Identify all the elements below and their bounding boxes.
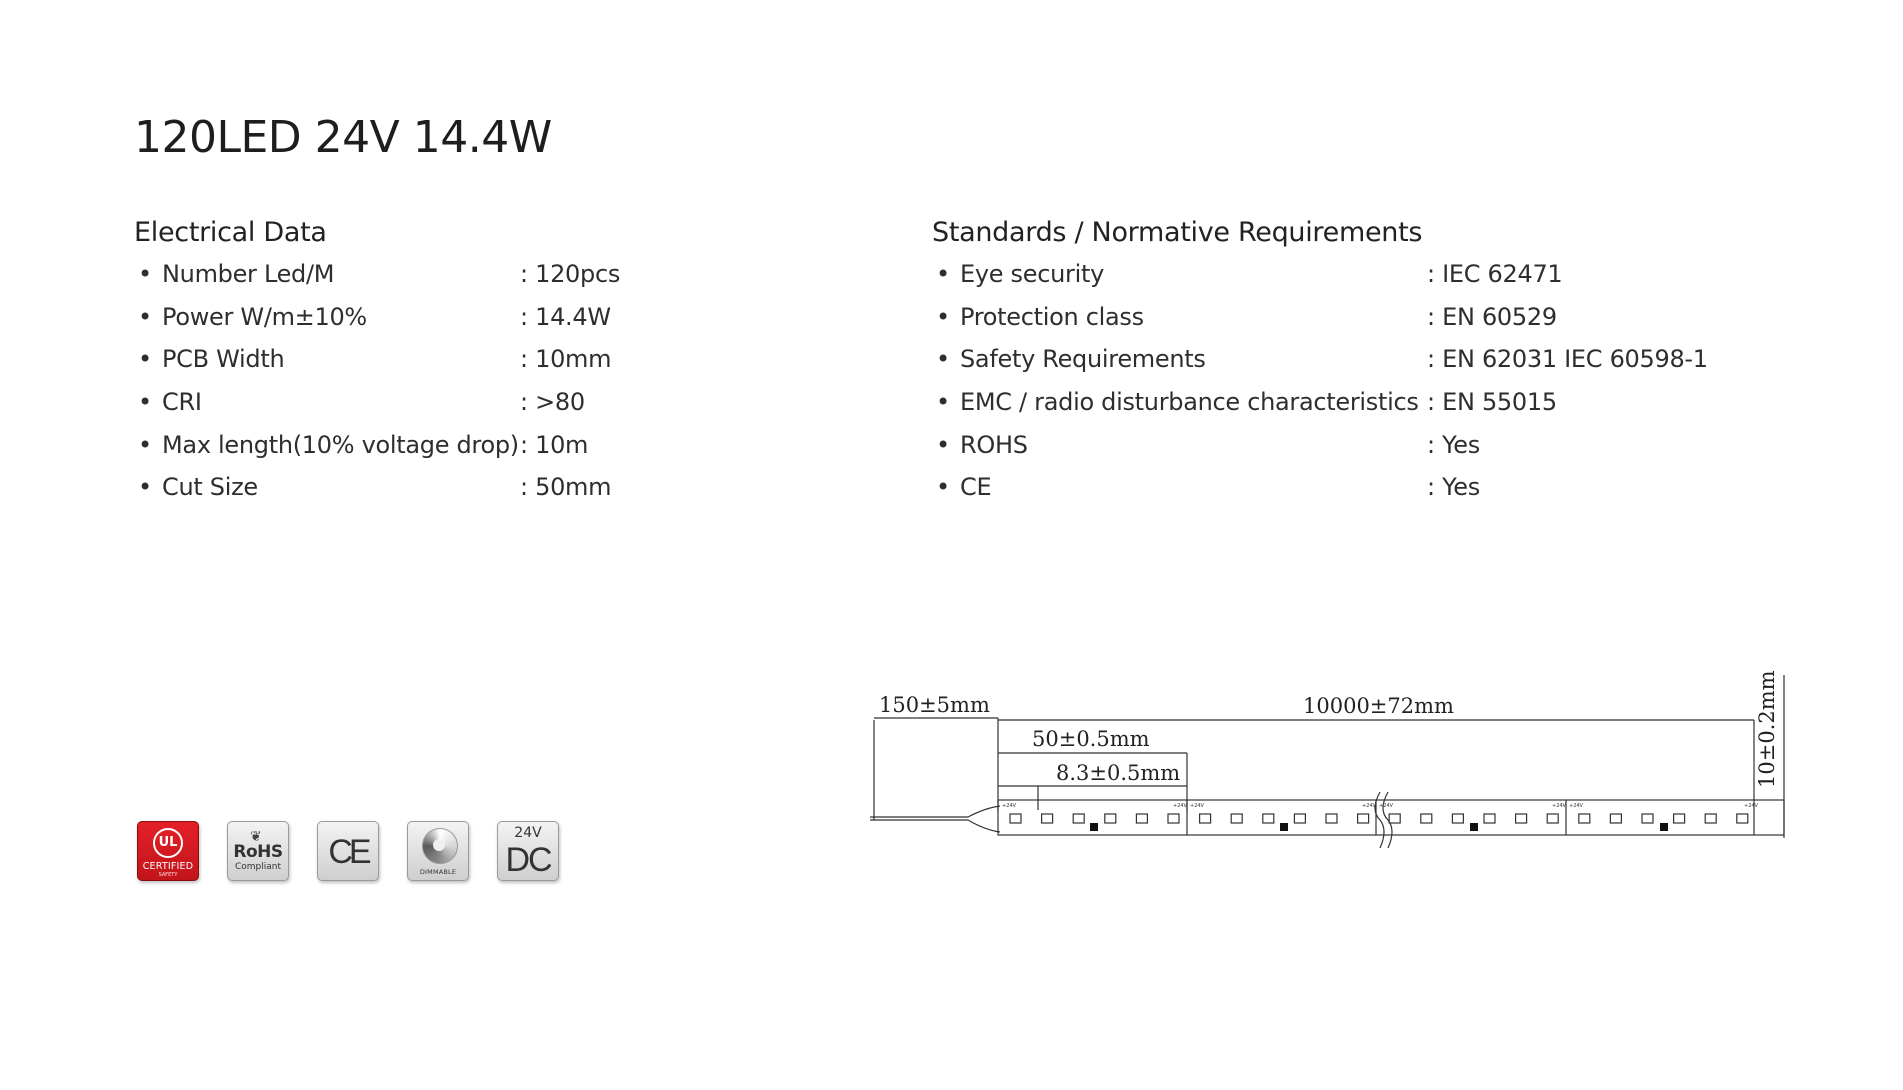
- led-chip: [1073, 814, 1084, 823]
- list-item: [932, 423, 1752, 466]
- standard-value: : Yes: [1427, 473, 1480, 502]
- standards-section: [932, 213, 1752, 509]
- list-item: [134, 253, 754, 296]
- led-strip-dimension-drawing: [860, 660, 1800, 860]
- led-chip: [1452, 814, 1463, 823]
- spec-value: : 10m: [520, 430, 589, 459]
- bullet: •: [936, 345, 950, 374]
- dc-voltage-text: 24V: [514, 825, 542, 841]
- standard-label: Safety Requirements: [960, 345, 1206, 374]
- led-chip: [1263, 814, 1274, 823]
- list-item: [932, 381, 1752, 424]
- led-chip: [1705, 814, 1716, 823]
- electrical-data-heading: Electrical Data: [134, 217, 327, 248]
- led-chip: [1610, 814, 1621, 823]
- standard-value: : EN 60529: [1427, 302, 1557, 331]
- bullet: •: [936, 260, 950, 289]
- pad-label: +24V: [1190, 803, 1204, 809]
- led-chip: [1674, 814, 1685, 823]
- bullet: •: [936, 473, 950, 502]
- resistor-chip: [1090, 823, 1098, 831]
- led-chip: [1010, 814, 1021, 823]
- standard-value: : Yes: [1427, 430, 1480, 459]
- ce-mark: CE: [328, 833, 368, 871]
- rohs-mark: RoHS: [233, 842, 283, 862]
- led-chip: [1200, 814, 1211, 823]
- spec-value: : >80: [520, 388, 585, 417]
- electrical-data-section: [134, 213, 754, 509]
- electrical-data-list: [134, 253, 754, 509]
- spec-value: : 10mm: [520, 345, 612, 374]
- resistor-chips: [1090, 823, 1668, 831]
- dc-power-icon: [497, 821, 559, 881]
- pad-label: +24V: [1002, 803, 1016, 809]
- list-item: [134, 381, 754, 424]
- list-item: [134, 423, 754, 466]
- standard-label: ROHS: [960, 430, 1028, 459]
- bullet: •: [138, 473, 152, 502]
- ul-certified-icon: [137, 821, 199, 881]
- lead-length-dimension: 150±5mm: [879, 693, 990, 717]
- bullet: •: [138, 345, 152, 374]
- led-chip: [1358, 814, 1369, 823]
- pad-label: +24V: [1362, 803, 1376, 809]
- led-pitch-dimension: 8.3±0.5mm: [1056, 761, 1181, 785]
- width-dimension: 10±0.2mm: [1755, 670, 1779, 788]
- leaf-icon: ❦: [250, 829, 262, 845]
- led-chip: [1516, 814, 1527, 823]
- bullet: •: [138, 260, 152, 289]
- led-chip: [1136, 814, 1147, 823]
- list-item: [932, 253, 1752, 296]
- list-item: [932, 296, 1752, 339]
- spec-label: Cut Size: [162, 473, 258, 502]
- standard-value: : EN 62031 IEC 60598-1: [1427, 345, 1708, 374]
- ul-mark: UL: [153, 828, 183, 858]
- pad-label: +24V: [1379, 803, 1393, 809]
- cut-length-dimension: 50±0.5mm: [1032, 727, 1150, 751]
- pad-label: +24V: [1552, 803, 1566, 809]
- rohs-icon: [227, 821, 289, 881]
- led-chip: [1421, 814, 1432, 823]
- certification-badges: [137, 821, 559, 881]
- led-chip: [1389, 814, 1400, 823]
- resistor-chip: [1470, 823, 1478, 831]
- list-item: [134, 466, 754, 509]
- led-chip: [1168, 814, 1179, 823]
- bullet: •: [936, 388, 950, 417]
- standard-label: EMC / radio disturbance characteristics: [960, 388, 1419, 417]
- standards-list: [932, 253, 1752, 509]
- ul-certified-text: CERTIFIED: [142, 861, 194, 872]
- led-chip: [1105, 814, 1116, 823]
- ce-icon: [317, 821, 379, 881]
- pad-label: +24V: [1173, 803, 1187, 809]
- standard-value: : EN 55015: [1427, 388, 1557, 417]
- led-chip: [1642, 814, 1653, 823]
- list-item: [134, 338, 754, 381]
- total-length-dimension: 10000±72mm: [1303, 694, 1454, 718]
- spec-label: Power W/m±10%: [162, 302, 367, 331]
- list-item: [932, 338, 1752, 381]
- bullet: •: [936, 302, 950, 331]
- wire-leads: [870, 806, 1000, 832]
- led-chip: [1294, 814, 1305, 823]
- spec-value: : 14.4W: [520, 302, 611, 331]
- spec-label: CRI: [162, 388, 202, 417]
- ul-safety-text: SAFETY: [158, 872, 178, 878]
- led-chip: [1484, 814, 1495, 823]
- led-chip: [1231, 814, 1242, 823]
- standard-label: Protection class: [960, 302, 1144, 331]
- page-title: 120LED 24V 14.4W: [134, 112, 552, 163]
- spec-value: : 50mm: [520, 473, 612, 502]
- pad-label: +24V: [1569, 803, 1583, 809]
- resistor-chip: [1280, 823, 1288, 831]
- standards-heading: Standards / Normative Requirements: [932, 217, 1423, 248]
- bullet: •: [138, 430, 152, 459]
- led-chip: [1579, 814, 1590, 823]
- standard-value: : IEC 62471: [1427, 260, 1563, 289]
- bullet: •: [936, 430, 950, 459]
- list-item: [134, 296, 754, 339]
- spec-value: : 120pcs: [520, 260, 621, 289]
- led-chip: [1737, 814, 1748, 823]
- rohs-compliant-text: Compliant: [234, 862, 282, 872]
- dimmable-icon: [407, 821, 469, 881]
- dc-mark: DC: [505, 841, 551, 879]
- resistor-chip: [1660, 823, 1668, 831]
- standard-label: CE: [960, 473, 992, 502]
- spec-label: Max length(10% voltage drop): [162, 430, 519, 459]
- pad-label: +24V: [1744, 803, 1758, 809]
- led-chip: [1547, 814, 1558, 823]
- list-item: [932, 466, 1752, 509]
- standard-label: Eye security: [960, 260, 1104, 289]
- led-chip: [1042, 814, 1053, 823]
- spec-label: Number Led/M: [162, 260, 335, 289]
- dimmable-text: DIMMABLE: [419, 868, 457, 876]
- bullet: •: [138, 302, 152, 331]
- bullet: •: [138, 388, 152, 417]
- spec-label: PCB Width: [162, 345, 285, 374]
- led-chip: [1326, 814, 1337, 823]
